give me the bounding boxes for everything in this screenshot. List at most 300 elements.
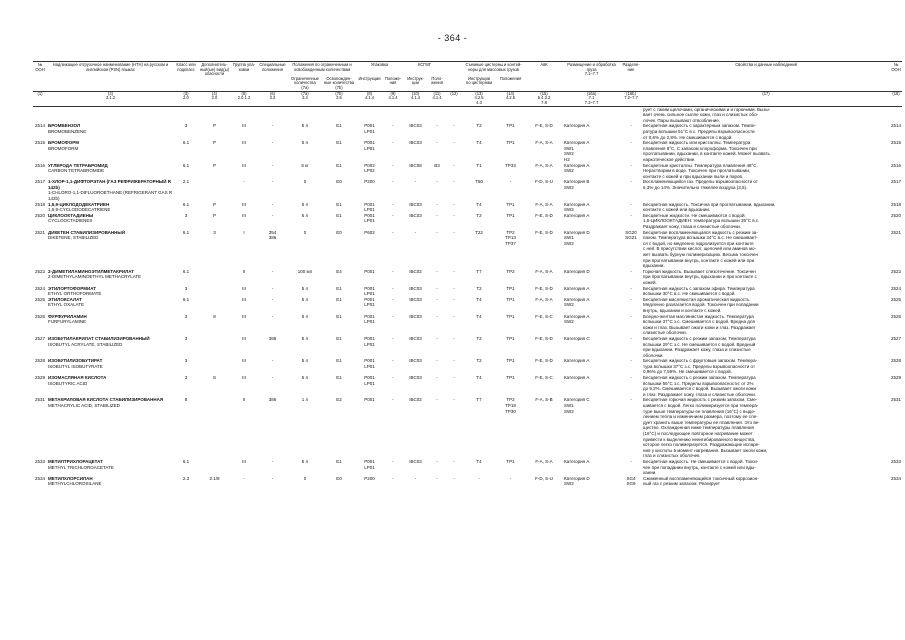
excepted-quantity-cell: E1 bbox=[336, 285, 342, 291]
stowage-cell: Категория D SW1 SW2 bbox=[564, 229, 590, 246]
tank-provision-cell: TP1 bbox=[506, 212, 515, 218]
tank-instruction-cell: T4 bbox=[476, 313, 482, 319]
un-number: 2529 bbox=[34, 375, 45, 381]
russian-name: УГЛЕРОДА ТЕТРАБРОМИД bbox=[48, 162, 108, 168]
column-12-cell: - bbox=[453, 179, 455, 185]
packing-provision-cell: - bbox=[392, 475, 394, 481]
column-12-cell: - bbox=[453, 212, 455, 218]
limited-quantity-cell: 5 л bbox=[301, 123, 309, 129]
header-cell: Группа упа- ковки bbox=[231, 62, 257, 77]
properties-cell: Бесцветные жидкости. Не смешиваются с водой. 1,5-ЦИКЛООКТАДИЕН: температура вспышки 35°C в.с. Раздражает кожу, глаза и слизистые оболочки. bbox=[643, 212, 760, 230]
excepted-quantity-cell: E1 bbox=[336, 162, 342, 168]
column-12-cell: - bbox=[453, 313, 455, 319]
special-provisions-cell: - bbox=[271, 285, 274, 291]
un-number: 2528 bbox=[34, 358, 45, 364]
russian-name: ЦИКЛООКТАДИЕНЫ bbox=[48, 212, 94, 218]
subsidiary-risk-cell: 2.1/8 bbox=[209, 475, 220, 481]
subheader-cell: Инструк- ции bbox=[407, 76, 424, 86]
packing-provision-cell: - bbox=[392, 285, 394, 291]
special-provisions-cell: - bbox=[271, 123, 274, 129]
stowage-cell: Категория C bbox=[564, 335, 590, 341]
ibc-instruction-cell: IBC03 bbox=[409, 123, 422, 129]
packing-instruction-cell: P001 LP01 bbox=[364, 313, 375, 325]
un-number-right: 2514 bbox=[891, 123, 902, 129]
limited-quantity-cell: 0 bbox=[303, 229, 307, 235]
shipping-name bbox=[47, 314, 174, 336]
subheader-cell: Освобожден- ные количества (7b) bbox=[323, 76, 355, 90]
packing-group-cell: III bbox=[242, 358, 246, 364]
packing-instruction-cell: P001 LP01 bbox=[364, 358, 375, 369]
limited-quantity-cell: 5 л bbox=[301, 458, 309, 464]
ibc-provision-cell: - bbox=[436, 458, 438, 464]
tank-instruction-cell: T2 bbox=[476, 212, 482, 218]
packing-group-cell: III bbox=[242, 212, 246, 218]
ibc-instruction-cell: - bbox=[414, 229, 417, 235]
special-provisions-cell: - bbox=[271, 375, 274, 381]
tank-instruction-cell: T4 bbox=[476, 201, 482, 207]
limited-quantity-cell: 5 л bbox=[301, 201, 309, 207]
column-number: (15) 5.4.3.2 7.8 bbox=[525, 91, 563, 106]
ems-cell: F-E, S-D bbox=[535, 123, 553, 129]
tank-instruction-cell: T50 bbox=[475, 179, 483, 185]
shipping-name bbox=[47, 213, 174, 230]
segregation-cell: SG20 SG21 bbox=[625, 229, 637, 241]
subheader-row bbox=[33, 77, 902, 91]
table-row bbox=[33, 397, 902, 459]
packing-provision-cell: - bbox=[392, 179, 394, 185]
tank-provision-cell: - bbox=[509, 179, 512, 185]
class-cell: 3 bbox=[184, 375, 188, 381]
special-provisions-cell: - bbox=[271, 458, 274, 464]
excepted-quantity-cell: E1 bbox=[336, 313, 342, 319]
column-number: (12) bbox=[446, 91, 462, 106]
column-number: (18) bbox=[890, 91, 902, 106]
table-row bbox=[33, 230, 902, 269]
class-cell: 3 bbox=[184, 313, 188, 319]
ibc-provision-cell: - bbox=[436, 268, 438, 274]
ibc-instruction-cell: IBC03 bbox=[409, 285, 422, 291]
un-number: 2515 bbox=[34, 140, 45, 146]
tank-instruction-cell: T7 bbox=[476, 397, 482, 403]
header-cell: Размещение и обработка груза 7.1–7.7 bbox=[563, 62, 620, 77]
special-provisions-cell: 386 bbox=[268, 397, 277, 403]
column-number: (4) 2.0 bbox=[198, 91, 231, 106]
stowage-cell: Категория A SW2 bbox=[564, 162, 590, 174]
stowage-cell: Категория D bbox=[564, 268, 590, 274]
ibc-provision-cell: - bbox=[436, 201, 438, 207]
tank-instruction-cell: T4 bbox=[476, 458, 482, 464]
packing-instruction-cell: P001 LP01 bbox=[364, 140, 375, 151]
tank-instruction-cell: T4 bbox=[476, 375, 482, 381]
english-name: METHYLCHLOROSILANE bbox=[48, 481, 102, 487]
segregation-cell: SG4 SG9 bbox=[626, 475, 636, 487]
packing-group-cell: III bbox=[242, 375, 246, 381]
packing-instruction-cell: P001 LP01 bbox=[364, 375, 375, 386]
shipping-name bbox=[47, 375, 174, 397]
limited-quantity-cell: 5 л bbox=[301, 285, 309, 291]
ibc-instruction-cell: IBC02 bbox=[409, 397, 422, 403]
shipping-name bbox=[47, 286, 174, 297]
segregation-cell: - bbox=[630, 123, 632, 129]
class-cell: 6.1 bbox=[182, 458, 190, 464]
packing-instruction-cell: P001 LP01 bbox=[364, 335, 375, 347]
subheader-cell: Поло- жения bbox=[431, 76, 443, 86]
segregation-cell: - bbox=[630, 162, 632, 168]
table-row bbox=[33, 140, 902, 162]
table-row bbox=[33, 476, 902, 487]
column-number: (9) 4.1.4 bbox=[383, 91, 403, 106]
segregation-cell: - bbox=[630, 268, 632, 274]
shipping-name bbox=[47, 358, 174, 375]
excepted-quantity-cell: E1 bbox=[336, 358, 342, 364]
ems-cell: F-E, S-C bbox=[535, 375, 553, 381]
ems-cell: F-A, S-A bbox=[535, 296, 553, 302]
un-number-right: 2526 bbox=[891, 313, 902, 319]
limited-quantity-cell: 100 мл bbox=[297, 268, 313, 274]
ibc-provision-cell: - bbox=[436, 229, 438, 235]
ems-cell: F-E, S-D bbox=[535, 212, 553, 218]
segregation-cell: - bbox=[630, 458, 632, 464]
subsidiary-risk-cell bbox=[198, 358, 231, 375]
ibc-instruction-cell: IBC03 bbox=[409, 458, 422, 464]
tank-provision-cell: TP1 bbox=[506, 358, 515, 364]
packing-group-cell: II bbox=[242, 268, 246, 274]
english-name: CYCLOOCTADIENES bbox=[48, 218, 93, 224]
limited-quantity-cell: 5 л bbox=[301, 335, 309, 341]
packing-provision-cell: - bbox=[392, 162, 394, 168]
properties-cell: Бесцветная горючая жидкость с резким запахом. Сме- шивается с водой. Легко полимеризуется при темпера- туре выше температуры ее плавления (16°C) с выде- лением тепла и изменением размера, поэтому ее сле- дует хранить выше температуры ее плавления. Это ве- щество. Охлажденная ниже температуры плавления (16°C) и последующее повторное нагревание может привести к выделению неингибированного вещества, которое легко полимеризуется. Раздражающие испаре- ния у кислоты в момент нагревания. Вызывает ожоги кожи, глаз и слизистых оболочек. bbox=[643, 397, 768, 459]
column-number: (16b) 7.2–7.7 bbox=[620, 91, 642, 106]
class-cell: 6.1 bbox=[182, 296, 190, 302]
header-cell: Дополнитель- ный(ые) вид(ы) опасности bbox=[199, 62, 230, 77]
tank-instruction-cell: T1 bbox=[476, 162, 482, 168]
un-number: 2521 bbox=[34, 229, 45, 235]
tank-provision-cell: TP1 bbox=[506, 123, 515, 129]
segregation-cell: - bbox=[630, 397, 632, 403]
stowage-cell: Категория D SW2 bbox=[564, 475, 590, 487]
tank-provision-cell: TP1 bbox=[506, 201, 515, 207]
column-number: (3) 2.0 bbox=[174, 91, 198, 106]
ibc-provision-cell: - bbox=[436, 375, 438, 381]
class-cell: 2.1 bbox=[182, 179, 190, 185]
excepted-quantity-cell: E0 bbox=[336, 179, 342, 185]
tank-provision-cell: TP1 bbox=[506, 313, 515, 319]
shipping-name bbox=[47, 297, 174, 314]
stowage-cell: Категория A SW2 bbox=[564, 313, 590, 325]
column-number: (13) 4.2.5 4.3 bbox=[462, 91, 496, 106]
properties-cell: Бледно-желтая маслянистая жидкость. Температура вспышки 37°C з.с. Смешивается с водой. Вредна для кожи и глаз. Вызывает ожоги кожи и глаз. Раздражает слизистые оболочки. bbox=[643, 313, 756, 336]
un-number-right: 2521 bbox=[891, 229, 902, 235]
tank-instruction-cell: T4 bbox=[476, 296, 482, 302]
column-12-cell: - bbox=[453, 296, 455, 302]
stowage-cell: Категория A bbox=[564, 358, 590, 364]
english-name: 1,5,9-CYCLODODECATRIENE bbox=[48, 207, 111, 213]
column-12-cell: - bbox=[453, 201, 455, 207]
russian-name: 1,5,9-ЦИКЛОДОДЕКАТРИЕН bbox=[48, 201, 110, 207]
packing-group-cell: I bbox=[243, 229, 245, 235]
tank-provision-cell: TP1 bbox=[506, 296, 515, 302]
ems-cell: F-E, S-D bbox=[535, 229, 553, 235]
properties-cell: Бесцветная маслянистая ароматическая жидкость. Медленно разлагается водой. Токсичен при попадании внутрь, вдыхании и контакте с кожей. bbox=[643, 296, 759, 313]
limited-quantity-cell: 5 л bbox=[301, 296, 309, 302]
class-cell: 6.1 bbox=[182, 162, 190, 168]
limited-quantity-cell: 1 л bbox=[301, 397, 309, 403]
column-12-cell: - bbox=[453, 229, 455, 235]
subsidiary-risk-cell bbox=[198, 336, 231, 358]
limited-quantity-cell: 5 л bbox=[301, 140, 309, 146]
header-cell: Разделе- ние bbox=[620, 62, 642, 77]
table-row bbox=[33, 358, 902, 375]
english-name: ETHYL OXALATE bbox=[48, 302, 85, 308]
english-name: ETHYL ORTHOFORMATE bbox=[48, 291, 102, 297]
ibc-provision-cell: - bbox=[436, 358, 438, 364]
stowage-cell: Категория B SW2 bbox=[564, 179, 590, 190]
un-number-right: 2533 bbox=[891, 458, 902, 464]
ibc-provision-cell: - bbox=[436, 397, 438, 403]
packing-group-cell: III bbox=[242, 335, 246, 341]
shipping-name bbox=[47, 397, 174, 459]
properties-cell: Бесцветная жидкость с фруктовым запахом. Темпера- тура вспышки 37°C з.с. Пределы взрывоопасности от 0,96% до 7,59%. Не смешивается с водой. bbox=[643, 358, 758, 375]
dangerous-goods-table bbox=[33, 61, 902, 487]
properties-cell: Бесцветная жидкость или кристаллы. Температура плавления 8°C. С запахом хлороформа. Токсичен при проглатывании, вдыхании, в контакте кожей. Может вызвать наркотическое действие. bbox=[643, 140, 770, 162]
ibc-instruction-cell: IBC03 bbox=[409, 212, 422, 218]
packing-instruction-cell: P001 LP01 bbox=[364, 201, 375, 213]
special-provisions-cell: - bbox=[271, 296, 274, 302]
excepted-quantity-cell: E1 bbox=[336, 140, 342, 146]
packing-provision-cell: - bbox=[392, 123, 394, 129]
packing-provision-cell: - bbox=[392, 296, 394, 302]
ibc-instruction-cell: IBC03 bbox=[409, 140, 422, 146]
ibc-provision-cell: - bbox=[436, 296, 438, 302]
excepted-quantity-cell: E1 bbox=[336, 375, 342, 381]
russian-name: ИЗОБУТИЛИЗОБУТИРАТ bbox=[48, 358, 103, 364]
special-provisions-cell: - bbox=[271, 475, 274, 481]
packing-instruction-cell: P001 bbox=[364, 268, 375, 274]
excepted-quantity-cell: E2 bbox=[336, 397, 342, 403]
tank-instruction-cell: T2 bbox=[476, 285, 482, 291]
russian-name: ИЗОБУТИЛАКРИЛАТ СТАБИЛИЗИРОВАННЫЙ bbox=[48, 335, 150, 341]
header-cell: Класс или подкласс bbox=[174, 62, 198, 77]
column-12-cell: - bbox=[453, 358, 455, 364]
column-number: (5) 2.0.1.3 bbox=[231, 91, 257, 106]
russian-name: БРОМБЕНЗОЛ bbox=[48, 123, 81, 129]
dangerous-goods-list bbox=[33, 61, 902, 487]
ems-cell: F-A, S-A bbox=[535, 162, 553, 168]
header-cell: Упаковка bbox=[356, 62, 403, 77]
table-row bbox=[33, 213, 902, 230]
column-12-cell: - bbox=[453, 285, 455, 291]
stowage-cell: Категория A bbox=[564, 123, 590, 129]
ibc-provision-cell: - bbox=[436, 335, 438, 341]
russian-name: ФУРФУРИЛАМИН bbox=[48, 313, 87, 319]
header-cell: Специальные положения bbox=[257, 62, 288, 77]
table-row bbox=[33, 163, 902, 180]
english-name: BROMOBENZENE bbox=[48, 128, 87, 134]
packing-instruction-cell: P200 bbox=[364, 179, 375, 185]
english-name: FURFURYLAMINE bbox=[48, 319, 87, 325]
page-number: - 364 - bbox=[437, 33, 468, 43]
ibc-instruction-cell: IBC03 bbox=[409, 201, 422, 207]
subsidiary-risk-cell: 8 bbox=[213, 375, 216, 381]
packing-provision-cell: - bbox=[392, 201, 394, 207]
ems-cell: F-A, S-A bbox=[535, 458, 553, 464]
packing-instruction-cell: P200 bbox=[364, 475, 375, 481]
packing-provision-cell: - bbox=[392, 335, 394, 341]
column-12-cell: - bbox=[453, 375, 455, 381]
english-name: 1-CHLORO-1,1-DIFLUOROETHANE (REFRIGERANT GAS R 142b) bbox=[48, 190, 173, 202]
column-12-cell: - bbox=[453, 397, 455, 403]
table-row bbox=[33, 269, 902, 286]
english-name: BROMOFORM bbox=[48, 145, 79, 151]
ibc-provision-cell: - bbox=[436, 140, 438, 146]
packing-instruction-cell: P001 LP01 bbox=[364, 296, 375, 308]
russian-name: МЕТИЛТРИХЛОРАЦЕТАТ bbox=[48, 458, 103, 464]
packing-group-cell: III bbox=[242, 313, 246, 319]
column-12-cell: - bbox=[453, 458, 455, 464]
un-number: 2525 bbox=[34, 296, 45, 302]
subsidiary-risk-cell: P bbox=[212, 140, 216, 146]
segregation-cell: - bbox=[630, 313, 632, 319]
packing-provision-cell: - bbox=[392, 140, 394, 146]
special-provisions-cell: 354 386 bbox=[268, 229, 277, 241]
subsidiary-risk-cell: 3 bbox=[213, 229, 216, 235]
header-cell: КСГМГ bbox=[403, 62, 446, 77]
segregation-cell: - bbox=[630, 296, 632, 302]
properties-cell: Воспламеняющийся газ. Пределы взрывоопасности от 6,3% до 14%. Значительно тяжелее воздуха (3,5). bbox=[643, 179, 758, 190]
header-cell: Положения по ограниченным и освобожденным количествам bbox=[288, 62, 356, 77]
un-number-right: 2527 bbox=[891, 335, 902, 341]
excepted-quantity-cell: E1 bbox=[336, 458, 342, 464]
properties-cell: Бесцветная жидкость с характерным запахом. Темпе- ратура вспышки 51°C в.с. Пределы взрывоопасности от 0,6% до 2,8%. Не смешивается с водой. bbox=[643, 123, 756, 140]
stowage-cell: Категория A SW1 SW2 H2 bbox=[564, 140, 590, 162]
english-name: CARBON TETRABROMIDE bbox=[48, 168, 105, 174]
excepted-quantity-cell: E1 bbox=[336, 201, 342, 207]
properties-cell: Бесцветная жидкость с резким запахом. Температура вспышки 56°C з.с. Пределы взрывоопасности: от 2% до 9,2%. Смешивается с водой. Вызывает ожоги кожи и глаз. Раздражает кожу, глаза и слизистые оболочки. bbox=[643, 375, 757, 397]
class-cell: 6.1 bbox=[182, 268, 190, 274]
segregation-cell: - bbox=[630, 179, 632, 185]
tank-instruction-cell: T22 bbox=[475, 229, 483, 235]
shipping-name bbox=[47, 163, 174, 180]
limited-quantity-cell: 5 л bbox=[301, 212, 309, 218]
un-number-right: 2529 bbox=[891, 375, 902, 381]
english-name: ISOBUTYRIC ACID bbox=[48, 380, 88, 386]
excepted-quantity-cell: E1 bbox=[336, 212, 342, 218]
excepted-quantity-cell: E1 bbox=[336, 123, 342, 129]
continuation-text: рует с таким щелочами, органическими и и горючими. Вызы- вает очень сильное сылле кожи, глаз и слизистых обо- лочек. Пары вызывают отвозбление. bbox=[643, 106, 771, 123]
column-number: (10) 4.1.4 bbox=[403, 91, 428, 106]
un-number: 2533 bbox=[34, 458, 45, 464]
ibc-instruction-cell: IBC03 bbox=[409, 358, 422, 364]
packing-group-cell: II bbox=[242, 397, 246, 403]
segregation-cell: - bbox=[630, 212, 632, 218]
column-number: (8) 4.1.4 bbox=[356, 91, 383, 106]
ibc-provision-cell: - bbox=[436, 179, 438, 185]
un-number-right: 2524 bbox=[891, 285, 902, 291]
column-12-cell: - bbox=[453, 140, 455, 146]
shipping-name bbox=[47, 476, 174, 487]
ems-cell: F-A, S-A bbox=[535, 268, 553, 274]
ibc-provision-cell: - bbox=[436, 212, 438, 218]
packing-group-cell: III bbox=[242, 458, 246, 464]
special-provisions-cell: - bbox=[271, 201, 274, 207]
tank-instruction-cell: T7 bbox=[476, 268, 482, 274]
subsidiary-risk-cell bbox=[198, 459, 231, 476]
subsidiary-risk-cell: P bbox=[212, 212, 216, 218]
column-12-cell: - bbox=[453, 268, 455, 274]
un-number-right: 2520 bbox=[891, 212, 902, 218]
excepted-quantity-cell: E0 bbox=[336, 229, 342, 235]
packing-provision-cell: - bbox=[392, 458, 394, 464]
ems-cell: F-A, S-A bbox=[535, 201, 553, 207]
un-number: 2514 bbox=[34, 123, 45, 129]
segregation-cell: - bbox=[630, 285, 632, 291]
russian-name: ЭТИЛОКСАЛАТ bbox=[48, 296, 82, 302]
table-row bbox=[33, 375, 902, 397]
packing-group-cell: III bbox=[242, 201, 246, 207]
column-12-cell: - bbox=[453, 162, 455, 168]
subsidiary-risk-cell bbox=[198, 179, 231, 201]
ibc-provision-cell: - bbox=[436, 123, 438, 129]
tank-provision-cell: TP33 bbox=[505, 162, 516, 168]
subsidiary-risk-cell bbox=[198, 286, 231, 297]
ems-cell: F-A, S-B bbox=[535, 397, 553, 403]
tank-provision-cell: TP1 bbox=[506, 375, 515, 381]
properties-cell: Бесцветная жидкость. Токсична при проглатывании, вдыхании, контакте с кожей или вдыхании. bbox=[643, 201, 776, 213]
ems-cell: F-D, S-U bbox=[535, 179, 553, 185]
special-provisions-cell: 386 bbox=[268, 335, 277, 341]
packing-instruction-cell: P001 LP01 bbox=[364, 123, 375, 134]
class-cell: 3 bbox=[184, 358, 188, 364]
un-number: 2517 bbox=[34, 179, 45, 185]
stowage-cell: Категория A bbox=[564, 212, 590, 218]
ibc-instruction-cell: IBC03 bbox=[409, 296, 422, 302]
un-number: 2527 bbox=[34, 335, 45, 341]
ibc-provision-cell: - bbox=[436, 475, 438, 481]
column-number: (1) bbox=[33, 91, 47, 106]
column-number: (11) 4.1.4 bbox=[428, 91, 446, 106]
limited-quantity-cell: 0 bbox=[303, 179, 307, 185]
english-name: METHACRYLIC ACID, STABILIZED bbox=[48, 403, 120, 409]
column-12-cell: - bbox=[453, 123, 455, 129]
class-cell: 6.1 bbox=[182, 229, 190, 235]
shipping-name bbox=[47, 269, 174, 286]
ibc-instruction-cell: IBC08 bbox=[409, 162, 422, 168]
russian-name: ИЗОМАСЛЯНАЯ КИСЛОТА bbox=[48, 375, 107, 381]
packing-provision-cell: - bbox=[392, 397, 394, 403]
un-number-right: 2516 bbox=[891, 162, 902, 168]
un-number: 2520 bbox=[34, 212, 45, 218]
column-number: (16a) 7.1 7.3–7.7 bbox=[563, 91, 620, 106]
shipping-name bbox=[47, 459, 174, 476]
excepted-quantity-cell: E0 bbox=[336, 475, 342, 481]
packing-group-cell: III bbox=[242, 296, 246, 302]
packing-group-cell: III bbox=[242, 140, 246, 146]
english-name: 2-DIMETHYLAMINOETHYL METHACRYLATE bbox=[48, 274, 142, 280]
stowage-cell: Категория A bbox=[564, 285, 590, 291]
header-cell: Свойства и данные наблюдений bbox=[642, 62, 890, 77]
stowage-cell: Категория A SW2 bbox=[564, 201, 590, 213]
properties-cell: Бесцветные кристаллы. Температура плавления 48°C. Нерастворим в воде. Токсичен при проглатывании, контакте с кожей и при вдыхании пыли и паров. bbox=[643, 162, 758, 179]
un-number: 2518 bbox=[34, 201, 45, 207]
special-provisions-cell: - bbox=[271, 179, 274, 185]
tank-provision-cell: TP1 bbox=[506, 140, 515, 146]
un-number: 2534 bbox=[34, 475, 45, 481]
table-row bbox=[33, 123, 902, 140]
tank-provision-cell: TP2 TP13 TP37 bbox=[505, 229, 516, 246]
special-provisions-cell: - bbox=[271, 313, 274, 319]
subheader-cell: Положе- ния bbox=[384, 76, 402, 86]
tank-instruction-cell: T2 bbox=[476, 335, 482, 341]
